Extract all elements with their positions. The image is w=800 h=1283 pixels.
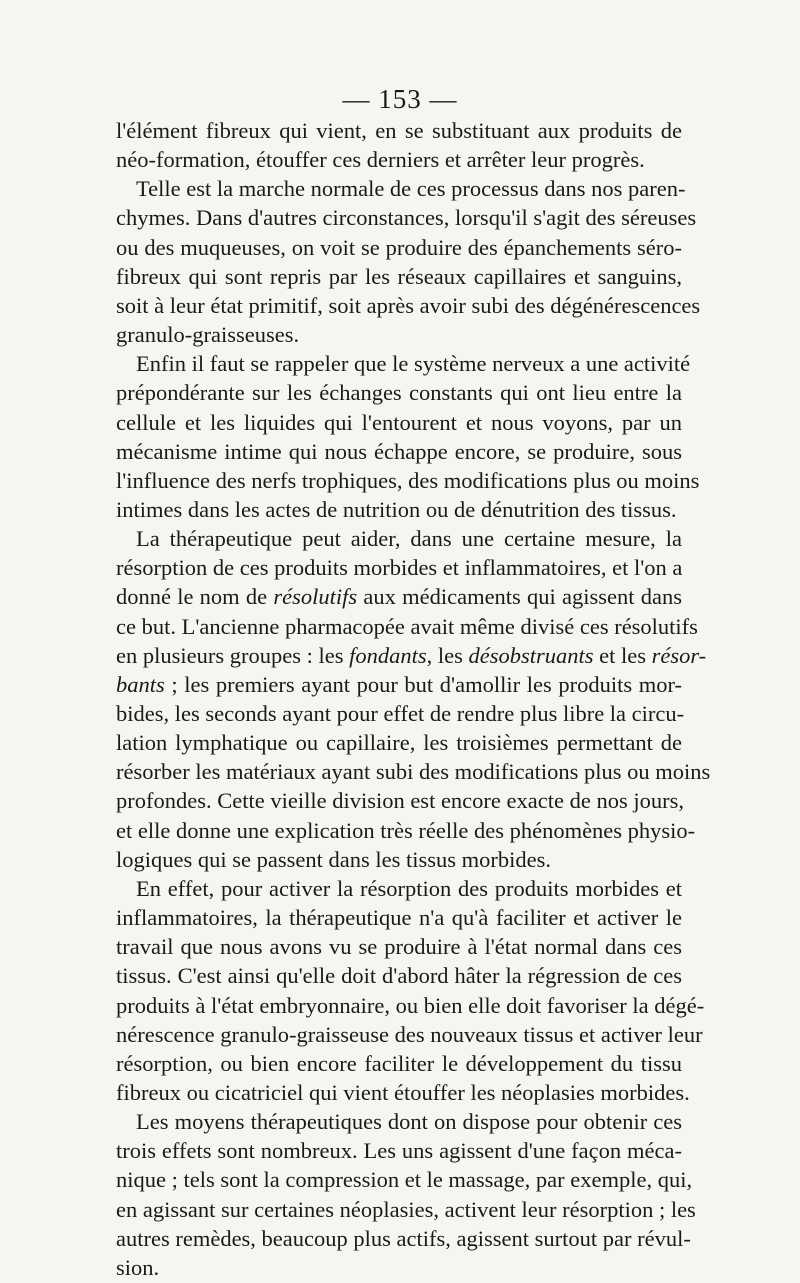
text-line: inflammatoires, la thérapeutique n'a qu'à faciliter et activer le <box>116 905 682 930</box>
text-line: sion. <box>116 1254 160 1280</box>
text-line: Enfin il faut se rappeler que le système nerveux a une activité <box>136 351 691 377</box>
text-line: fibreux qui sont repris par les réseaux capillaires et sanguins, <box>116 263 682 289</box>
text-line: lation lymphatique ou capillaire, les troisièmes permettant de <box>116 730 682 756</box>
text-line: l'élément fibreux qui vient, en se substituant aux produits de <box>116 118 682 143</box>
text-line: nérescence granulo-graisseuse des nouveaux tissus et activer leur <box>116 1021 703 1047</box>
text-line: En effet, pour activer la résorption des produits morbides et <box>136 875 682 901</box>
text-line: intimes dans les actes de nutrition ou de dénutrition des tissus. <box>116 496 677 522</box>
text-line: l'influence des nerfs trophiques, des modifications plus ou moins <box>116 467 700 493</box>
text-line: bides, les seconds ayant pour effet de rendre plus libre la circu- <box>116 701 685 726</box>
text-line: autres remèdes, beaucoup plus actifs, agissent surtout par révul- <box>116 1225 691 1251</box>
text-line: tissus. C'est ainsi qu'elle doit d'abord hâter la régression de ces <box>116 963 682 989</box>
text-line: travail que nous avons vu se produire à l'état normal dans ces <box>116 934 682 960</box>
text-line: ce but. L'ancienne pharmacopée avait même divisé ces résolutifs <box>116 613 698 639</box>
text-line: prépondérante sur les échanges constants qui ont lieu entre la <box>116 380 682 406</box>
text-line: en plusieurs groupes : les fondants, les désobstruants et les résor- <box>116 642 707 668</box>
text-line: ou des muqueuses, on voit se produire des épanchements séro- <box>116 234 682 260</box>
text-line: en agissant sur certaines néoplasies, activent leur résorption ; les <box>116 1196 696 1222</box>
text-line: produits à l'état embryonnaire, ou bien elle doit favoriser la dégé- <box>116 992 705 1018</box>
text-line: logiques qui se passent dans les tissus morbides. <box>116 846 551 872</box>
text-line: donné le nom de résolutifs aux médicaments qui agissent dans <box>116 584 682 610</box>
text-line: néo-formation, étouffer ces derniers et arrêter leur progrès. <box>116 147 645 173</box>
text-line: résorption, ou bien encore faciliter le développement du tissu <box>116 1050 682 1076</box>
text-line: cellule et les liquides qui l'entourent et nous voyons, par un <box>116 409 682 435</box>
text-line: Les moyens thérapeutiques dont on dispose pour obtenir ces <box>136 1109 682 1135</box>
text-line: résorption de ces produits morbides et inflammatoires, et l'on a <box>116 555 683 581</box>
text-line: chymes. Dans d'autres circonstances, lorsqu'il s'agit des séreuses <box>116 205 697 231</box>
text-line: soit à leur état primitif, soit après avoir subi des dégénérescences <box>116 292 701 318</box>
text-line: profondes. Cette vieille division est encore exacte de nos jours, <box>116 788 684 814</box>
text-line: mécanisme intime qui nous échappe encore, se produire, sous <box>116 438 682 464</box>
text-line: fibreux ou cicatriciel qui vient étouffer les néoplasies morbides. <box>116 1079 690 1105</box>
text-line: résorber les matériaux ayant subi des modifications plus ou moins <box>116 759 711 785</box>
text-line: La thérapeutique peut aider, dans une certaine mesure, la <box>136 526 682 552</box>
text-line: granulo-graisseuses. <box>116 322 300 347</box>
text-line: trois effets sont nombreux. Les uns agissent d'une façon méca- <box>116 1138 682 1164</box>
text-line: nique ; tels sont la compression et le massage, par exemple, qui, <box>116 1167 693 1193</box>
text-line: Telle est la marche normale de ces processus dans nos paren- <box>136 176 686 202</box>
text-line: et elle donne une explication très réelle des phénomènes physio- <box>116 817 696 843</box>
page-number: — 153 — <box>342 84 458 114</box>
text-line: bants ; les premiers ayant pour but d'amollir les produits mor- <box>116 671 682 697</box>
